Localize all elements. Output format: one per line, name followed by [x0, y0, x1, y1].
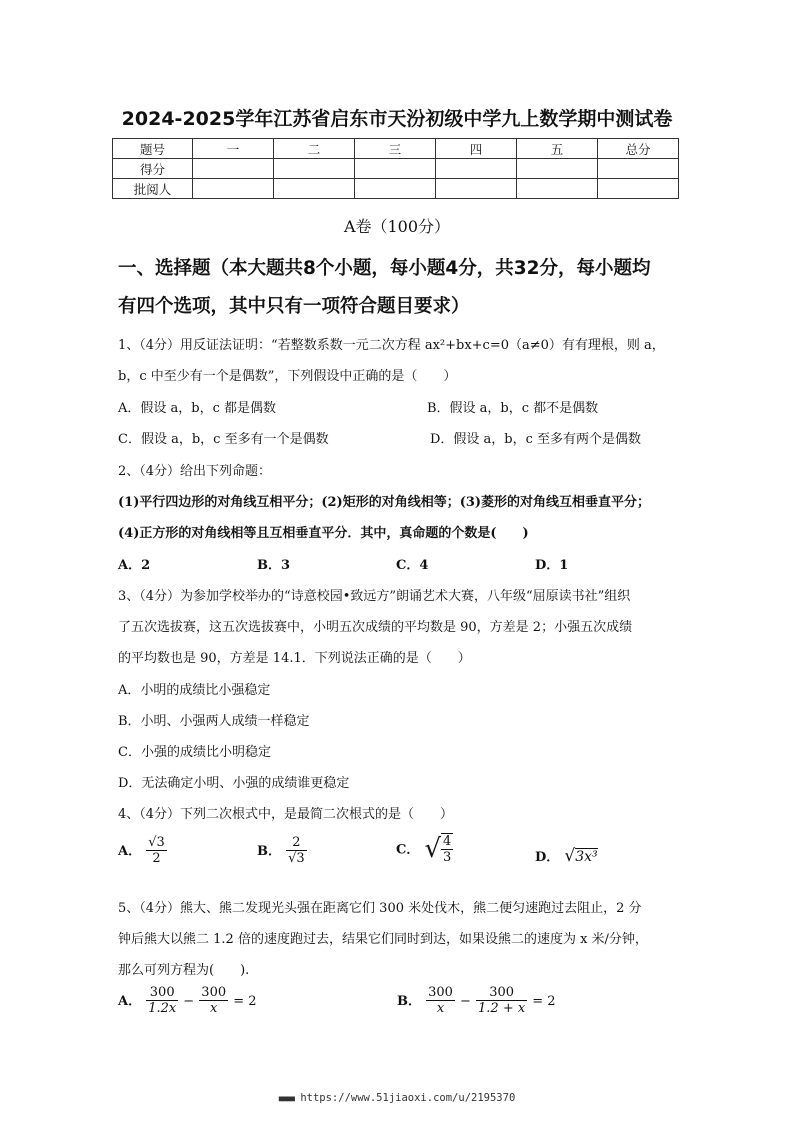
table-cell [355, 159, 436, 179]
q2-option-b: B．3 [257, 558, 291, 573]
q4-option-a [118, 835, 167, 866]
table-cell [436, 159, 517, 179]
fraction-denominator: x [436, 1001, 445, 1016]
q5-option-a-label: A． [118, 994, 142, 1009]
q2-option-c: C．4 [396, 558, 429, 573]
fraction-numerator: 4 [443, 834, 452, 849]
part1-heading-line1: 一、选择题（本大题共8个小题，每小题4分，共32分，每小题均 [118, 258, 651, 279]
equation-rhs: = 2 [233, 994, 257, 1009]
q4-option-b-label: B． [257, 844, 281, 859]
q5-option-a [118, 985, 257, 1016]
q2-stem-line3: (4)正方形的对角线相等且互相垂直平分．其中，真命题的个数是( ) [118, 526, 529, 541]
page-title: 2024-2025学年江苏省启东市天汾初级中学九上数学期中测试卷 [121, 108, 673, 130]
q4-option-b [257, 835, 307, 866]
fraction-denominator: 1.2x [148, 1001, 177, 1016]
fraction-denominator: x [210, 1001, 218, 1016]
q4-option-c-fraction [441, 833, 453, 865]
fraction [426, 985, 455, 1016]
table-cell [436, 179, 517, 199]
table-cell: 总分 [598, 139, 679, 159]
table-cell [193, 159, 274, 179]
q5-option-b [397, 985, 556, 1016]
table-cell [274, 179, 355, 199]
q2-option-d: D．1 [535, 558, 569, 573]
q5-stem-line2: 钟后熊大以熊二 1.2 倍的速度跑过去，结果它们同时到达，如果设熊二的速度为 x 米/分钟， [118, 932, 648, 947]
q3-stem-line1: 3、（4分）为参加学校举办的“诗意校园•致远方”朗诵艺术大赛，八年级“屈原读书社”组织 [118, 589, 631, 604]
fraction-numerator: 300 [428, 985, 453, 1000]
q3-option-b: B．小明、小强两人成绩一样稳定 [118, 714, 310, 729]
q4-option-a-label: A． [118, 844, 142, 859]
q1-stem-line2: b，c 中至少有一个是偶数”，下列假设中正确的是（ ） [118, 369, 457, 384]
q4-option-c-label: C． [396, 842, 420, 858]
q4-stem: 4、（4分）下列二次根式中，是最简二次根式的是（ ） [118, 807, 454, 822]
table-cell [517, 159, 598, 179]
q4-option-d [535, 846, 598, 866]
radical-sign-icon: √ [424, 834, 442, 864]
fraction-denominator: 1.2 + x [478, 1001, 526, 1016]
q4-option-b-fraction [286, 835, 307, 866]
table-cell [598, 159, 679, 179]
table-cell [193, 179, 274, 199]
q2-stem-line2: (1)平行四边形的对角线互相平分；(2)矩形的对角线相等；(3)菱形的对角线互相垂直平分； [118, 495, 651, 510]
fraction-numerator: 300 [476, 985, 527, 1001]
q4-option-d-label: D． [535, 850, 560, 865]
fraction-numerator: 300 [146, 985, 178, 1001]
q3-option-d: D．无法确定小明、小强的成绩谁更稳定 [118, 776, 350, 791]
table-cell: 四 [436, 139, 517, 159]
table-cell [517, 179, 598, 199]
score-table [112, 138, 679, 199]
minus-sign: − [183, 994, 195, 1009]
q1-option-c: C．假设 a，b，c 至多有一个是偶数 [118, 432, 329, 447]
section-a-heading: A卷（100分） [343, 217, 451, 236]
part1-heading-line2: 有四个选项，其中只有一项符合题目要求） [118, 296, 470, 317]
fraction [146, 985, 178, 1016]
minus-sign: − [460, 994, 471, 1009]
q4-option-a-fraction [146, 835, 167, 866]
fraction-denominator: √3 [288, 851, 305, 866]
table-cell: 五 [517, 139, 598, 159]
q3-option-c: C．小强的成绩比小明稳定 [118, 745, 271, 760]
footer-url [0, 1092, 794, 1104]
fraction [476, 985, 527, 1016]
table-cell: 题号 [113, 139, 193, 159]
table-cell [355, 179, 436, 199]
q4-option-c [396, 833, 453, 865]
table-row [113, 159, 679, 179]
q1-option-a: A．假设 a，b，c 都是偶数 [118, 401, 277, 416]
watermark-logo: ■■■■ [278, 1094, 294, 1103]
table-cell: 批阅人 [113, 179, 193, 199]
q5-option-b-label: B． [397, 994, 421, 1009]
fraction [199, 985, 228, 1016]
q1-option-b: B．假设 a，b，c 都不是偶数 [427, 401, 599, 416]
fraction-numerator: √3 [148, 835, 165, 850]
table-cell: 二 [274, 139, 355, 159]
q2-option-a: A．2 [118, 558, 151, 573]
q1-option-d: D．假设 a，b，c 至多有两个是偶数 [430, 432, 642, 447]
table-row [113, 139, 679, 159]
q3-stem-line2: 了五次选拔赛，这五次选拔赛中，小明五次成绩的平均数是 90，方差是 2；小强五次成绩 [118, 620, 633, 635]
q2-stem-line1: 2、（4分）给出下列命题： [118, 464, 272, 479]
table-cell: 一 [193, 139, 274, 159]
footer-url-text: https://www.51jiaoxi.com/u/2195370 [300, 1092, 516, 1104]
fraction-denominator: 2 [152, 851, 161, 866]
q5-stem-line3: 那么可列方程为( ). [118, 963, 250, 978]
table-cell: 三 [355, 139, 436, 159]
fraction-numerator: 2 [286, 835, 307, 851]
q5-stem-line1: 5、（4分）熊大、熊二发现光头强在距离它们 300 米处伐木，熊二便匀速跑过去阻止，2 分 [118, 901, 642, 916]
equation-rhs: = 2 [532, 994, 556, 1009]
fraction-denominator: 3 [443, 850, 452, 865]
table-cell [274, 159, 355, 179]
table-cell [598, 179, 679, 199]
q3-option-a: A．小明的成绩比小强稳定 [118, 683, 271, 698]
q3-stem-line3: 的平均数也是 90，方差是 14.1．下列说法正确的是（ ） [118, 651, 471, 666]
fraction-numerator: 300 [201, 985, 227, 1000]
radical-sign-icon: √ [564, 846, 576, 866]
q4-option-d-expression: 3x³ [575, 849, 598, 865]
q1-stem-line1: 1、（4分）用反证法证明：“若整数系数一元二次方程 ax²+bx+c=0（a≠0）有有理根，则 a， [118, 338, 665, 353]
table-row [113, 179, 679, 199]
table-cell: 得分 [113, 159, 193, 179]
